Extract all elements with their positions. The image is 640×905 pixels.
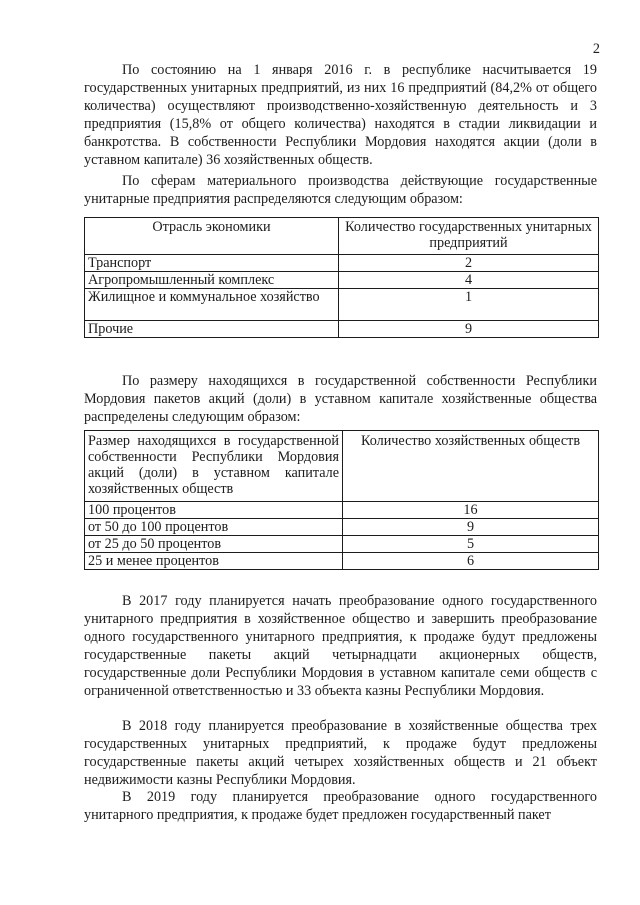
table-header-row <box>85 431 599 502</box>
header-enterprise-count: Количество государственных унитарных предприятий <box>339 218 599 255</box>
row-name: Жилищное и коммунальное хозяйство <box>85 289 339 321</box>
row-value: 1 <box>339 289 599 321</box>
paragraph-text: В 2019 году планируется преобразование одного государственного унитарного предприятия, к продаже будет предложен государственный пакет <box>84 789 597 823</box>
paragraph-text: В 2018 году планируется преобразование в хозяйственные общества трех государственных унитарных предприятий, к продаже будут предложены государственные пакеты акций четырех хозяйственных обществ и 21 объект недвижимости казны Республики Мордовия. <box>84 718 597 788</box>
row-name: от 50 до 100 процентов <box>85 519 343 536</box>
table-row <box>85 553 599 570</box>
table-row <box>85 289 599 321</box>
table-row <box>85 502 599 519</box>
table-row <box>85 255 599 272</box>
page-number: 2 <box>592 41 600 57</box>
paragraph-text: По сферам материального производства действующие государственные унитарные предприятия распределяются следующим образом: <box>84 173 597 207</box>
row-value: 16 <box>343 502 599 519</box>
row-value: 6 <box>343 553 599 570</box>
paragraph-text: В 2017 году планируется начать преобразование одного государственного унитарного предприятия в хозяйственное общество и завершить преобразование одного государственного унитарного предприятия, к продаже будут предложены государственные пакеты акций четырнадцати акционерных обществ, государственные доли Республики Мордовия в уставном капитале семи обществ с ограниченной ответственностью и 33 объекта казны Республики Мордовия. <box>84 593 597 699</box>
row-value: 4 <box>339 272 599 289</box>
row-value: 2 <box>339 255 599 272</box>
table-row <box>85 321 599 338</box>
row-value: 5 <box>343 536 599 553</box>
paragraph-plan-2017 <box>84 592 597 700</box>
paragraph-plan-2019 <box>84 788 597 824</box>
table-header-row <box>85 218 599 255</box>
row-name: от 25 до 50 процентов <box>85 536 343 553</box>
shares-distribution-table <box>84 430 599 570</box>
header-company-count: Количество хозяйственных обществ <box>343 431 599 502</box>
paragraph-enterprises-count <box>84 61 597 169</box>
row-name: Агропромышленный комплекс <box>85 272 339 289</box>
header-sector: Отрасль экономики <box>85 218 339 255</box>
table-row <box>85 272 599 289</box>
paragraph-shares-intro <box>84 372 597 426</box>
paragraph-text: По состоянию на 1 января 2016 г. в республике насчитывается 19 государственных унитарных предприятий, из них 16 предприятий (84,2% от общего количества) осуществляют производственно-хозяйственную деятельность и 3 предприятия (15,8% от общего количества) находятся в стадии ликвидации и банкротства. В собственности Республики Мордовия находятся акции (доли в уставном капитале) 36 хозяйственных обществ. <box>84 62 597 168</box>
row-value: 9 <box>339 321 599 338</box>
sector-distribution-table <box>84 217 599 338</box>
paragraph-sectors-intro <box>84 172 597 208</box>
header-share-size: Размер находящихся в государственной собственности Республики Мордовия акций (доли) в уставном капитале хозяйственных обществ <box>85 431 343 502</box>
row-name: 25 и менее процентов <box>85 553 343 570</box>
row-value: 9 <box>343 519 599 536</box>
paragraph-plan-2018 <box>84 717 597 789</box>
row-name: Транспорт <box>85 255 339 272</box>
table-row <box>85 536 599 553</box>
row-name: 100 процентов <box>85 502 343 519</box>
paragraph-text: По размеру находящихся в государственной собственности Республики Мордовия пакетов акций (доли) в уставном капитале хозяйственные общества распределены следующим образом: <box>84 373 597 425</box>
table-row <box>85 519 599 536</box>
row-name: Прочие <box>85 321 339 338</box>
